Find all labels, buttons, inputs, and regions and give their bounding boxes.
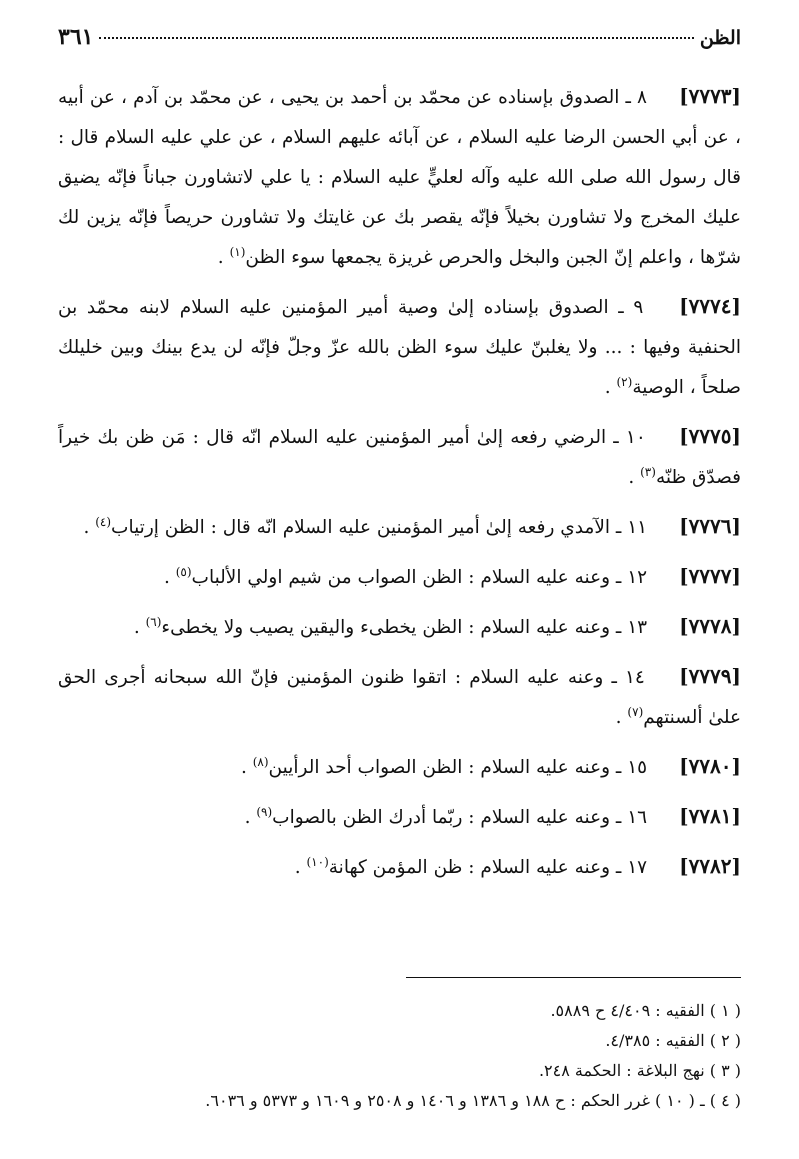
footnote-marker: (٩) [256,804,273,819]
entry-end: . [604,377,617,398]
footnote-2: ( ٢ ) الفقيه : ٤/٣٨٥. [605,1031,741,1050]
footnote-marker: (٢) [616,374,633,389]
footnotes [58,996,741,1116]
entry-ref: [٧٧٨٠] [679,754,741,778]
footnote-marker: (٥) [175,564,192,579]
entry-ref: [٧٧٨١] [679,804,741,828]
entry-end: . [133,617,146,638]
hadith-entry-7780 [58,746,741,788]
entry-end: . [294,857,307,878]
running-header [58,24,741,54]
hadith-entry-7782 [58,846,741,888]
entry-ref: [٧٧٧٣] [679,84,742,108]
footnote-marker: (١٠) [306,854,329,869]
hadith-entry-7779 [58,656,741,738]
entry-ref: [٧٧٨٢] [679,854,741,878]
footnote-marker: (٧) [627,704,644,719]
entry-text: ١٦ ـ وعنه عليه السلام : ربّما أدرك الظن بالصواب [272,807,648,828]
entry-end: . [628,467,641,488]
entry-text: ٨ ـ الصدوق بإسناده عن محمّد بن أحمد بن يحيى ، عن محمّد بن آدم ، عن أبيه ، عن أبي الحسن الرضا عليه السلام ، عن آبائه عليهم السلام ، عن علي عليه السلام قال : قال رسول الله صلى الله عليه وآله لعليٍّ عليه السلام : يا علي لاتشاورن جباناً فإنّه يضيق عليك المخرج ولا تشاورن بخيلاً فإنّه يقصر بك عن غايتك ولا تشاورن حريصاً فإنّه يزين لك شرّها ، واعلم إنّ الجبن والبخل والحرص غريزة يجمعها سوء الظن [58,87,741,268]
page-number: ٣٦١ [58,24,94,50]
hadith-entry-7777 [58,556,741,598]
entry-text: ١٧ ـ وعنه عليه السلام : ظن المؤمن كهانة [328,857,648,878]
hadith-entry-7781 [58,796,741,838]
hadith-entry-7773 [58,76,741,278]
entry-ref: [٧٧٧٧] [679,564,741,588]
entry-end: . [83,517,96,538]
leader-dots [99,37,693,39]
entry-text: ١٠ ـ الرضي رفعه إلىٰ أمير المؤمنين عليه السلام انّه قال : مَن ظن بك خيراً فصدّق ظنّه [58,427,741,488]
entry-end: . [163,567,176,588]
hadith-entry-7774 [58,286,741,408]
hadith-entry-7778 [58,606,741,648]
entry-text: ١٥ ـ وعنه عليه السلام : الظن الصواب أحد الرأيين [268,757,648,778]
entry-text: ٩ ـ الصدوق بإسناده إلىٰ وصية أمير المؤمنين عليه السلام لابنه محمّد بن الحنفية وفيها : ... ولا يغلبنّ عليك سوء الظن بالله عزّ وجلّ فإنّه لن يدع بينك وبين خليلك صلحاً ، الوصية [58,297,741,398]
hadith-entry-7775 [58,416,741,498]
footnote-marker: (٣) [640,464,656,479]
chapter-title: الظن [699,27,741,49]
entry-end: . [240,757,253,778]
entry-end: . [217,247,230,268]
footnote-marker: (١) [229,244,246,259]
entry-text: ١٣ ـ وعنه عليه السلام : الظن يخطىء واليقين يصيب ولا يخطىء [161,617,648,638]
footnote-marker: (٤) [95,514,112,529]
footnote-4-10: ( ٤ ) ـ ( ١٠ ) غرر الحكم : ح ١٨٨ و ١٣٨٦ و ١٤٠٦ و ٢٥٠٨ و ١٦٠٩ و ٥٣٧٣ و ٦٠٣٦. [205,1091,741,1110]
entry-ref: [٧٧٧٤] [679,294,741,318]
entry-end: . [615,707,628,728]
entry-ref: [٧٧٧٩] [679,664,741,688]
entry-text: ١٤ ـ وعنه عليه السلام : اتقوا ظنون المؤمنين فإنّ الله سبحانه أجرى الحق علىٰ ألسنتهم [58,667,741,728]
hadith-entry-7776 [58,506,741,548]
footnote-1: ( ١ ) الفقيه : ٤/٤٠٩ ح ٥٨٨٩. [550,1001,741,1020]
entry-ref: [٧٧٧٥] [679,424,741,448]
footnote-marker: (٨) [252,754,269,769]
entry-text: ١١ ـ الآمدي رفعه إلىٰ أمير المؤمنين عليه السلام انّه قال : الظن إرتياب [111,517,648,538]
entry-text: ١٢ ـ وعنه عليه السلام : الظن الصواب من شيم اولي الألباب [191,567,648,588]
entry-ref: [٧٧٧٨] [679,614,741,638]
footnote-marker: (٦) [145,614,162,629]
entry-ref: [٧٧٧٦] [679,514,741,538]
hadith-list [58,76,741,896]
footnote-divider [406,977,741,978]
entry-end: . [244,807,257,828]
footnote-3: ( ٣ ) نهج البلاغة : الحكمة ٢٤٨. [538,1061,741,1080]
